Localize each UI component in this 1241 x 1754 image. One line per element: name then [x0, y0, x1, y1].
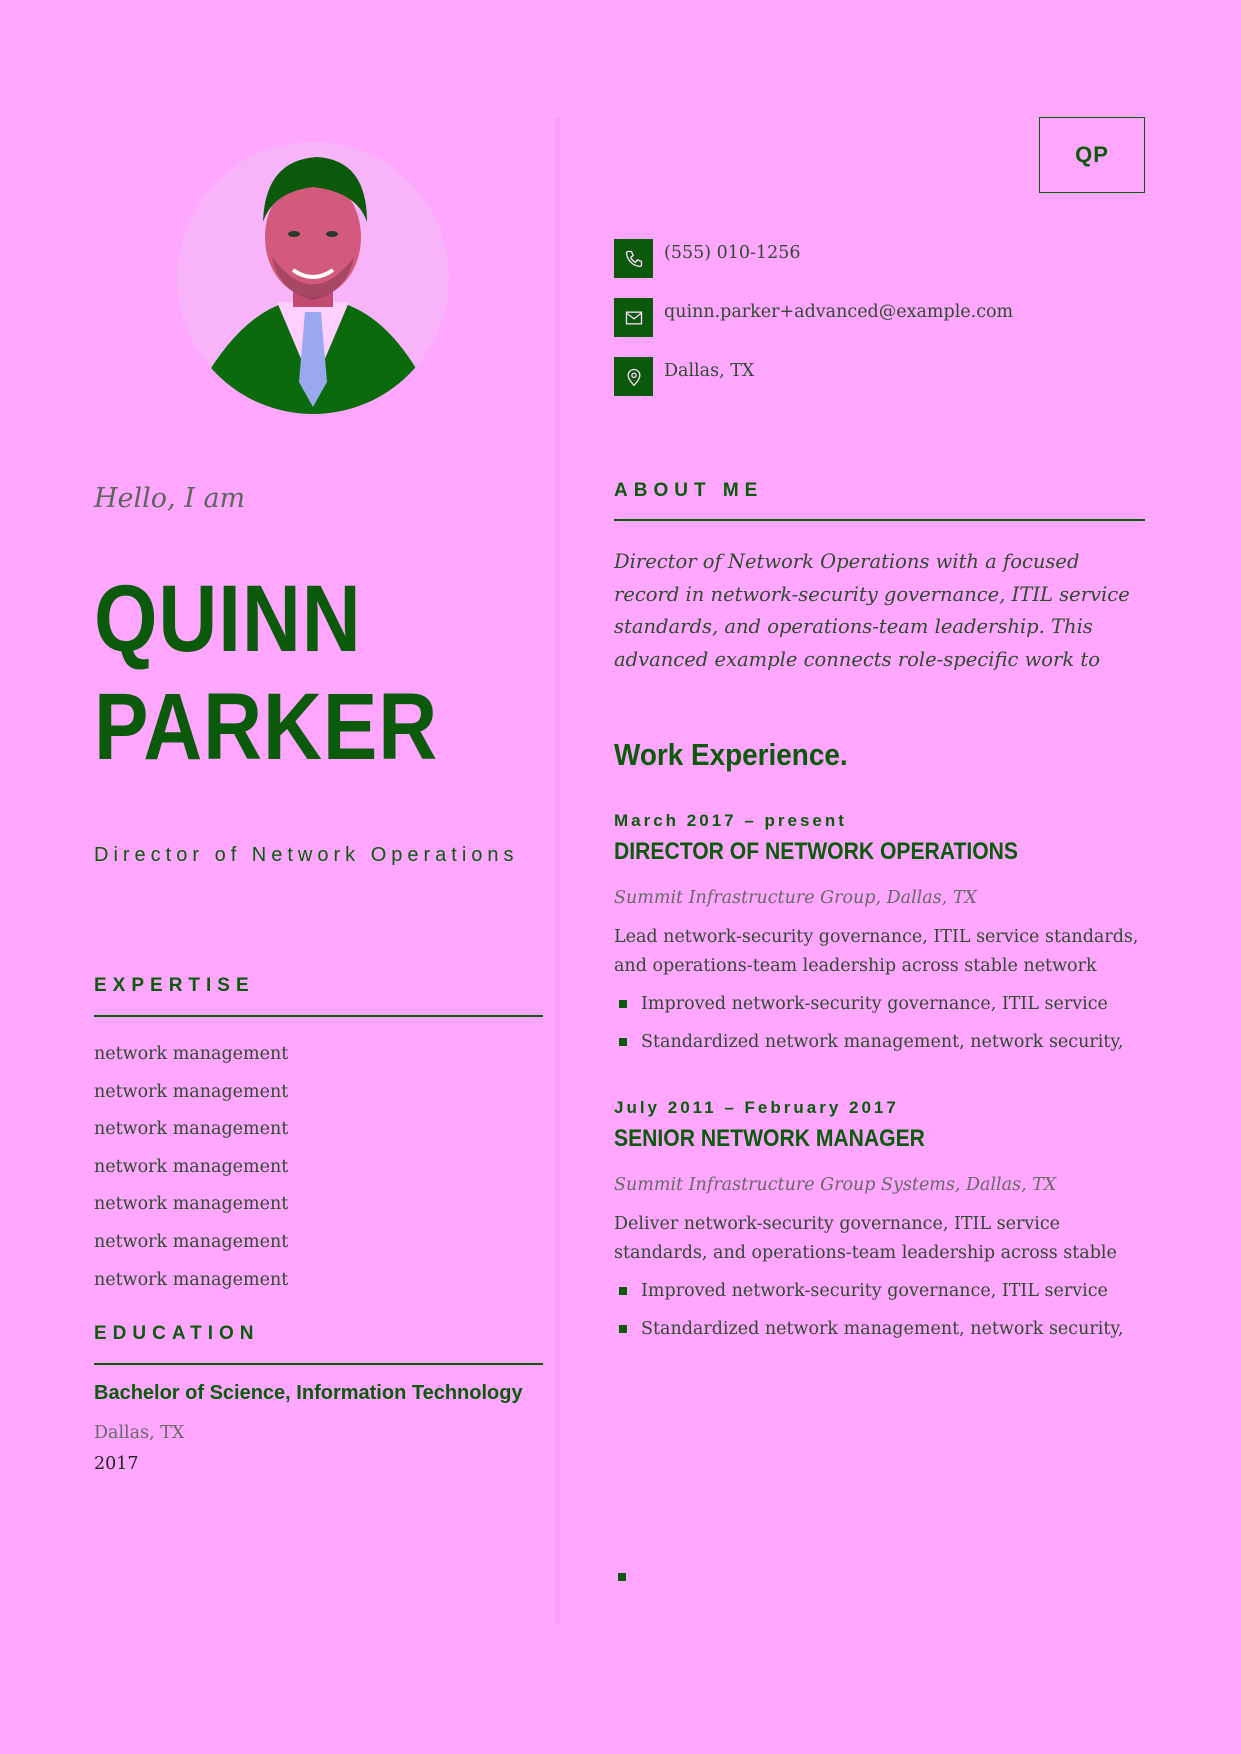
expertise-item: network management: [94, 1081, 289, 1102]
education-heading: EDUCATION: [94, 1323, 260, 1344]
location-pin-icon: [614, 357, 653, 396]
expertise-heading: EXPERTISE: [94, 975, 255, 996]
job-title: SENIOR NETWORK MANAGER: [614, 1125, 925, 1152]
job-company: Summit Infrastructure Group, Dallas, TX: [614, 888, 977, 908]
job-company: Summit Infrastructure Group Systems, Dallas, TX: [614, 1175, 1057, 1195]
bullet-text: Standardized network management, network security,: [641, 1032, 1124, 1052]
job-role: Director of Network Operations: [94, 844, 519, 866]
about-rule: [614, 519, 1145, 521]
greeting: Hello, I am: [94, 483, 246, 514]
bullet-square: [619, 1038, 627, 1046]
job-bullet: [614, 1318, 1150, 1352]
last-name: PARKER: [94, 674, 439, 780]
avatar-illustration: [177, 142, 449, 414]
monogram: QP: [1039, 117, 1145, 193]
expertise-item: network management: [94, 1269, 289, 1290]
expertise-item: network management: [94, 1044, 289, 1064]
job-summary: Deliver network-security governance, ITIL service standards, and operations-team leadership across stable: [614, 1214, 1117, 1263]
expertise-item: network management: [94, 1231, 289, 1252]
job-summary: Lead network-security governance, ITIL service standards, and operations-team leadership across stable network: [614, 927, 1139, 976]
about-text: Director of Network Operations with a focused record in network-security governance, ITIL service standards, and operations-team leadership. This advanced example connects role-specific work to: [614, 550, 1130, 671]
expertise-item: network management: [94, 1156, 289, 1177]
phone-text: (555) 010-1256: [664, 243, 801, 263]
bullet-square: [619, 1325, 627, 1333]
education-year: 2017: [94, 1454, 139, 1474]
first-name: QUINN: [94, 566, 362, 672]
expertise-list: [94, 1043, 288, 1291]
job-dates: March 2017 – present: [614, 811, 847, 830]
degree: Bachelor of Science, Information Technology: [94, 1382, 523, 1404]
job-title: DIRECTOR OF NETWORK OPERATIONS: [614, 838, 1019, 865]
bullet-square: [618, 1573, 626, 1581]
job-bullet: [614, 1031, 1150, 1065]
full-name: [94, 565, 438, 781]
bullet-text: Improved network-security governance, ITIL service: [641, 1281, 1108, 1301]
expertise-item: network management: [94, 1119, 289, 1140]
education-rule: [94, 1363, 543, 1365]
mail-icon: [614, 298, 653, 337]
bullet-text: Improved network-security governance, ITIL service: [641, 994, 1108, 1014]
avatar: [177, 142, 449, 414]
job-bullet: [614, 993, 1150, 1027]
phone-icon: [614, 239, 653, 278]
job-dates: July 2011 – February 2017: [614, 1098, 899, 1117]
expertise-item: network management: [94, 1194, 289, 1215]
expertise-rule: [94, 1015, 543, 1017]
email-text: quinn.parker+advanced@example.com: [664, 302, 1014, 322]
work-experience-heading: Work Experience.: [614, 737, 848, 772]
column-divider: [555, 118, 560, 1623]
job-bullet: [614, 1280, 1150, 1314]
bullet-square: [619, 1287, 627, 1295]
location-text: Dallas, TX: [664, 361, 755, 381]
education-location: Dallas, TX: [94, 1423, 185, 1443]
about-heading: ABOUT ME: [614, 480, 764, 501]
bullet-square: [619, 1000, 627, 1008]
bullet-text: Standardized network management, network security,: [641, 1319, 1124, 1339]
